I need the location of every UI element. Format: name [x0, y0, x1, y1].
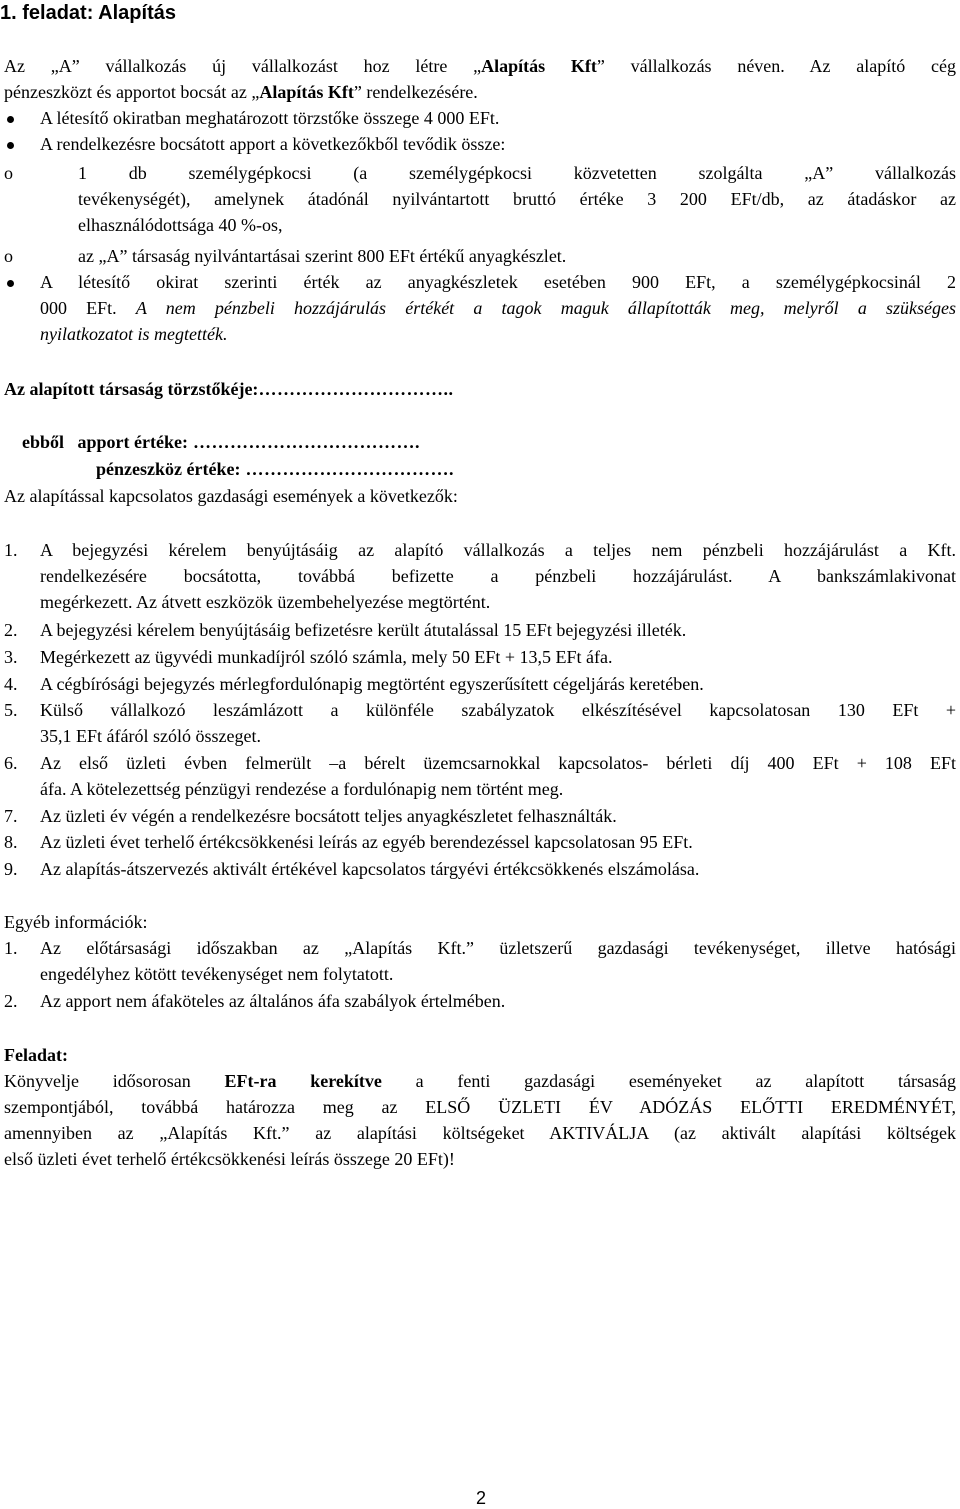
bullet-item-line [40, 295, 956, 321]
intro-text: Az „A” vállalkozás új vállalkozást hoz létre „ [4, 56, 482, 76]
capital-cash-label: pénzeszköz értéke: [96, 459, 241, 479]
event-number: 2. [4, 620, 18, 640]
event-number: 8. [4, 832, 18, 852]
event-line: rendelkezésére bocsátotta, továbbá befizette a pénzbeli hozzájárulást. A bankszámlakivonat [40, 566, 956, 586]
page-title: 1. feladat: Alapítás [0, 2, 176, 24]
capital-apport-label: ebből apport értéke: [22, 432, 188, 452]
task-bold-text: EFt-ra kerekítve [224, 1071, 382, 1091]
other-number: 2. [4, 991, 18, 1011]
capital-total-blank: ………………………….. [258, 379, 454, 399]
intro-text: ” rendelkezésére. [353, 82, 478, 102]
company-name: Alapítás Kft [259, 82, 354, 102]
intro-line-1 [4, 53, 956, 79]
intro-line-2 [4, 79, 956, 105]
bullet-item: A rendelkezésre bocsátott apport a következőkből tevődik össze: [40, 134, 506, 154]
bullet-icon [7, 280, 14, 287]
bullet-icon [7, 142, 14, 149]
sub-item-line: tevékenységét), amelynek átadónál nyilvántartott bruttó értéke 3 200 EFt/db, az átadáskor az [78, 189, 956, 209]
event-line: A bejegyzési kérelem benyújtásáig befizetésre került átutalással 15 EFt bejegyzési illeték. [40, 620, 687, 640]
intro-text: pénzeszközt és apportot bocsát az „ [4, 82, 260, 102]
bullet-italic-line: nyilatkozatot is megtették. [40, 324, 228, 344]
other-line: Az apport nem áfaköteles az általános áfa szabályok értelmében. [40, 991, 506, 1011]
company-name: Alapítás Kft [481, 56, 597, 76]
event-number: 7. [4, 806, 18, 826]
event-line: A cégbírósági bejegyzés mérlegfordulónapig megtörtént egyszerűsített cégeljárás keretében. [40, 674, 704, 694]
event-line: A bejegyzési kérelem benyújtásáig az alapító vállalkozás a teljes nem pénzbeli hozzájárulást a Kft. [40, 540, 956, 560]
sub-item-line: az „A” társaság nyilvántartásai szerint 800 EFt értékű anyagkészlet. [78, 246, 567, 266]
event-line: Az első üzleti évben felmerült –a bérelt üzemcsarnokkal kapcsolatos- bérleti díj 400 EFt + 108 EFt [40, 753, 956, 773]
intro-text: ” vállalkozás néven. Az alapító cég [596, 56, 956, 76]
other-line: Az előtársasági időszakban az „Alapítás Kft.” üzletszerű gazdasági tevékenységet, illetve hatósági [40, 938, 956, 958]
event-line: Megérkezett az ügyvédi munkadíjról szóló számla, mely 50 EFt + 13,5 EFt áfa. [40, 647, 613, 667]
bullet-item: A létesítő okiratban meghatározott törzstőke összege 4 000 EFt. [40, 108, 500, 128]
task-line: első üzleti évet terhelő értékcsökkenési leírás összege 20 EFt)! [4, 1149, 455, 1169]
event-line: megérkezett. Az átvett eszközök üzembehelyezése megtörtént. [40, 592, 491, 612]
other-number: 1. [4, 938, 18, 958]
other-heading: Egyéb információk: [4, 912, 148, 932]
bullet-item: A létesítő okirat szerinti érték az anyagkészletek esetében 900 EFt, a személygépkocsinál 2 [40, 272, 956, 292]
event-line: 35,1 EFt áfáról szóló összeget. [40, 726, 261, 746]
event-number: 1. [4, 540, 18, 560]
capital-apport-blank: ………………………………. [187, 432, 420, 452]
circle-bullet-marker: o [4, 246, 13, 266]
bullet-icon [7, 116, 14, 123]
page-number: 2 [475, 1488, 486, 1508]
task-line: amennyiben az „Alapítás Kft.” az alapítási költségeket AKTIVÁLJA (az aktivált alapítási költségek [4, 1123, 956, 1143]
sub-item-line: 1 db személygépkocsi (a személygépkocsi közvetetten szolgálta „A” vállalkozás [78, 163, 956, 183]
event-line: áfa. A kötelezettség pénzügyi rendezése a fordulónapig nem történt meg. [40, 779, 564, 799]
event-line: Az üzleti évet terhelő értékcsökkenési leírás az egyéb berendezéssel kapcsolatosan 95 EFt. [40, 832, 693, 852]
event-number: 4. [4, 674, 18, 694]
task-line [4, 1068, 956, 1094]
sub-item-line: elhasználódottsága 40 %-os, [78, 215, 283, 235]
capital-total-row [4, 376, 956, 402]
capital-total-label: Az alapított társaság törzstőkéje: [4, 379, 259, 399]
event-number: 3. [4, 647, 18, 667]
events-heading: Az alapítással kapcsolatos gazdasági események a következők: [4, 486, 458, 506]
event-line: Külső vállalkozó leszámlázott a különféle szabályzatok elkészítésével kapcsolatosan 130 EFt + [40, 700, 956, 720]
task-heading: Feladat: [4, 1045, 68, 1065]
task-line: szempontjából, továbbá határozza meg az ELSŐ ÜZLETI ÉV ADÓZÁS ELŐTTI EREDMÉNYÉT, [4, 1097, 956, 1117]
other-line: engedélyhez kötött tevékenységet nem folytatott. [40, 964, 394, 984]
event-line: Az üzleti év végén a rendelkezésre bocsátott teljes anyagkészletet felhasználták. [40, 806, 617, 826]
event-number: 5. [4, 700, 18, 720]
capital-cash-blank: ……………………………. [240, 459, 454, 479]
bullet-italic-text: A nem pénzbeli hozzájárulás értékét a tagok maguk állapították meg, melyről a szükséges [135, 298, 956, 318]
event-line: Az alapítás-átszervezés aktivált értékével kapcsolatos tárgyévi értékcsökkenés elszámolása. [40, 859, 700, 879]
bullet-text: 000 EFt. [40, 298, 136, 318]
circle-bullet-marker: o [4, 163, 13, 183]
task-text: Könyvelje idősorosan [4, 1071, 225, 1091]
event-number: 9. [4, 859, 18, 879]
task-text: a fenti gazdasági eseményeket az alapított társaság [381, 1071, 956, 1091]
event-number: 6. [4, 753, 18, 773]
